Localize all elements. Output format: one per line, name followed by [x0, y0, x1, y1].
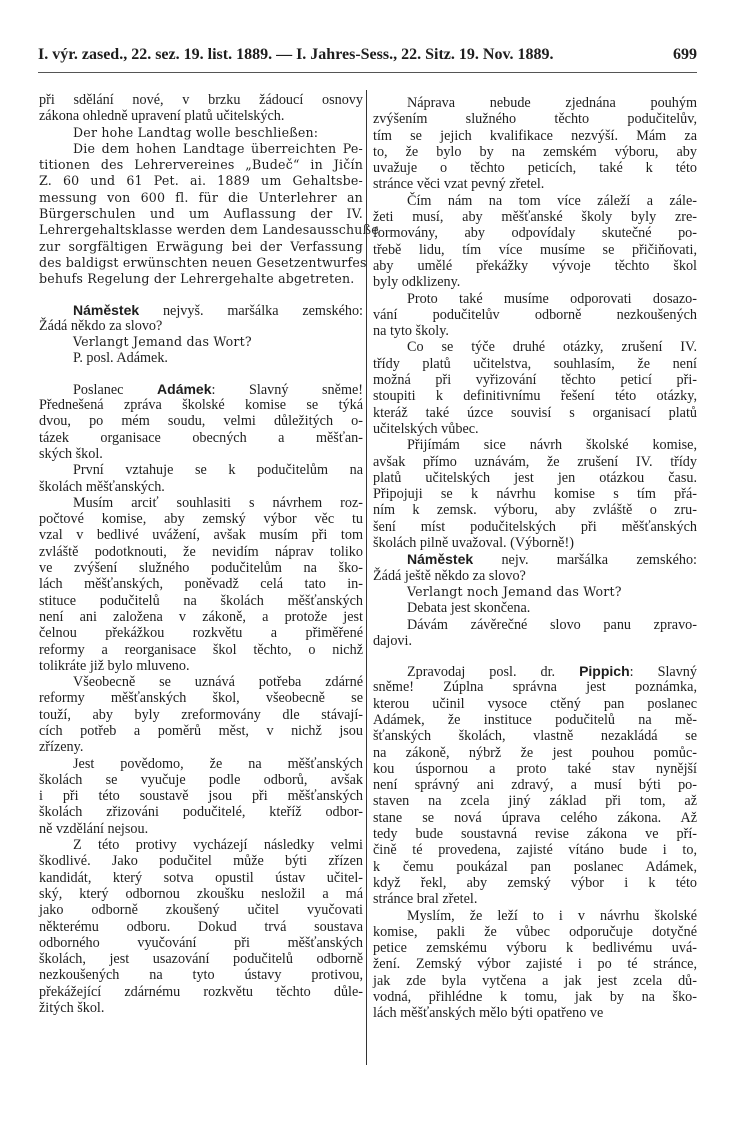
line-text: není správný ani zdravý, a musí býti po- [373, 777, 697, 794]
line-text: tedy bude soustavná revise zákona ve pří- [373, 826, 697, 843]
line-text: Z této protivy vycházejí následky velmi [73, 837, 363, 854]
line-text: jak zde byla vytčena a jak jest zcela dů- [373, 972, 697, 989]
line-text: žeti musí, aby měšťanské školy byly zre- [373, 209, 697, 226]
text-line [373, 437, 697, 453]
paragraph [39, 674, 363, 755]
line-text: staven na zcela jiný základ při tom, až [373, 793, 697, 810]
line-text: platů učitelských jest jen otázkou času. [373, 469, 697, 486]
text-line [373, 111, 697, 127]
text-line [373, 1005, 697, 1021]
line-text: k čemu poukázal pan poslanec Adámek, [373, 858, 697, 875]
line-text: možná při vyřizování těchto peticí při- [373, 372, 697, 389]
paragraph [373, 551, 697, 584]
paragraph [39, 495, 363, 674]
text-line [373, 486, 697, 502]
left-column [39, 92, 379, 1017]
text-line [39, 951, 363, 967]
paragraph [39, 302, 363, 335]
text-line [39, 141, 363, 157]
paragraph-gap [39, 367, 363, 381]
line-text: Verlangt Jemand das Wort? [73, 334, 252, 350]
paragraph [373, 291, 697, 340]
text-line [373, 551, 697, 567]
paragraph [39, 140, 379, 288]
line-text: Lehrergehaltsklasse werden dem Landesausschuße [39, 222, 379, 238]
paragraph [373, 663, 697, 907]
line-text: nejv. maršálka zemského: [473, 552, 697, 569]
paragraph [39, 350, 363, 366]
paragraph [39, 334, 363, 350]
text-line [39, 479, 363, 495]
paragraph [373, 95, 697, 193]
text-line [373, 274, 697, 290]
text-line [373, 728, 697, 744]
line-text: stránce bral zřetel. [373, 891, 478, 908]
line-text: stránce věci vzat pevný zřetel. [373, 176, 545, 193]
line-text: dajovi. [373, 632, 413, 649]
line-text: učitelských vůbec. [373, 420, 479, 437]
paragraph [39, 756, 363, 837]
text-line [373, 663, 697, 679]
line-text: Všeobecně se uznává potřeba zdárné [73, 674, 363, 691]
paragraph [39, 462, 363, 495]
line-text: škodlivé. Jako podučitel může býti zřízen [39, 853, 363, 870]
line-text: lách měšťanských, poněvadž celá tato in- [39, 576, 363, 593]
line-text: Přijímám sice návrh školské komise, [407, 437, 697, 454]
paragraph [373, 193, 697, 291]
text-line [373, 940, 697, 956]
speaker-name: Pippich [579, 663, 630, 680]
line-text: messung von 600 fl. für die Unterlehrer an [39, 189, 363, 205]
text-line [373, 793, 697, 809]
text-line [39, 853, 363, 869]
text-line [39, 658, 363, 674]
line-text: formovány, aby odpovídaly skutečné po- [373, 225, 697, 242]
line-text: na tyto školy. [373, 323, 449, 340]
paragraph [373, 600, 697, 616]
line-text: ský, který odbornou zkoušku nesložil a má [39, 885, 363, 902]
right-column [373, 95, 697, 1022]
text-line [39, 125, 363, 141]
text-line [373, 502, 697, 518]
line-text: čině té provedena, zajisté vítáno bude i to, [373, 842, 697, 859]
line-text: Žádá někdo za slovo? [39, 317, 163, 334]
text-line [39, 190, 363, 206]
speaker-prefix: Zpravodaj posl. dr. [407, 664, 580, 681]
text-line [373, 568, 697, 584]
text-line [39, 446, 363, 462]
text-line [373, 454, 697, 470]
text-line [39, 511, 363, 527]
text-line [39, 593, 363, 609]
line-text: tolikráte již bylo mluveno. [39, 657, 190, 674]
text-line [39, 625, 363, 641]
text-line [373, 891, 697, 907]
line-text: Bürgerschulen und um Auflassung der IV. [39, 206, 363, 222]
text-line [39, 397, 363, 413]
text-line [39, 576, 363, 592]
line-text: titionen des Lehrervereines „Budeč“ in Jičín [39, 157, 363, 173]
paragraph-gap [39, 288, 363, 302]
line-text: šení míst podučitelských při měšťanských [373, 518, 697, 535]
line-text: stituce podučitelů na školách měšťanských [39, 592, 363, 609]
text-line [373, 339, 697, 355]
text-line [373, 388, 697, 404]
line-text: když řekl, aby zemský výbor i k této [373, 874, 697, 891]
line-text: : Slavný sněme! [211, 381, 363, 398]
line-text: na zákoně, nýbrž že jest pouhou pomůc- [373, 744, 697, 761]
text-line [373, 712, 697, 728]
line-text: školách, jest usazování podučitelů odborně [39, 951, 363, 968]
text-line [39, 756, 363, 772]
line-text: uvažuje o těchto peticích, také k této [373, 160, 697, 177]
line-text: des baldigst erwünschten neuen Gesetzentwurfes [39, 254, 367, 270]
text-line [373, 679, 697, 695]
line-text: : Slavný [629, 664, 697, 681]
line-text: Die dem hohen Landtage überreichten Pe- [73, 140, 363, 156]
text-line [373, 291, 697, 307]
line-text: žení. Zemský výbor zajisté i po té stránce, [373, 956, 697, 973]
text-line [373, 225, 697, 241]
paragraph [373, 908, 697, 1022]
text-line [373, 193, 697, 209]
line-text: zvláště podotknouti, že nevidím náprav toliko [39, 543, 363, 560]
speaker-prefix: Poslanec [73, 381, 158, 398]
line-text: při sdělání nové, v brzku žádoucí osnovy [39, 92, 363, 108]
text-line [373, 242, 697, 258]
header-title: I. výr. zased., 22. sez. 19. list. 1889. — I. Jahres-Sess., 22. Sitz. 19. Nov. 1889. [38, 46, 554, 63]
paragraph [373, 437, 697, 551]
line-text: ských škol. [39, 445, 103, 462]
line-text: aby umělé překážky vývoje těchto škol [373, 257, 697, 274]
text-line [39, 837, 363, 853]
text-line [373, 633, 697, 649]
line-text: kandidát, který sotva opustil ústav učitel- [39, 869, 363, 886]
line-text: zvýšením služného těchto podučitelův, [373, 111, 697, 128]
text-line [39, 462, 363, 478]
line-text: jako odborně zkoušený učitel vyučovati [39, 902, 363, 919]
text-line [39, 870, 363, 886]
paragraph [39, 125, 363, 141]
text-line [39, 222, 379, 238]
text-line [373, 470, 697, 486]
text-line [373, 323, 697, 339]
line-text: vodná, přihlédne k tomu, jak by na ško- [373, 989, 697, 1006]
text-line [373, 356, 697, 372]
text-line [39, 271, 363, 287]
line-text: i při této soustavě jsou při měšťanských [39, 788, 363, 805]
text-line [373, 989, 697, 1005]
line-text: čelnou překážkou rozkvětu a přiměřené [39, 625, 363, 642]
line-text: ním k zemsk. výboru, aby zvláště o zru- [373, 502, 697, 519]
line-text: Přednešená zpráva školské komise se týká [39, 397, 363, 414]
line-text: třídy platů učitelstva, souhlasím, že není [373, 355, 697, 372]
line-text: Verlangt noch Jemand das Wort? [407, 583, 622, 599]
text-line [373, 761, 697, 777]
line-text: třebě lidu, tím více musíme se přičiňovati, [373, 241, 697, 258]
text-line [373, 128, 697, 144]
line-text: zákona ohledně upravení platů učitelských. [39, 108, 285, 125]
paragraph [373, 617, 697, 650]
text-line [39, 527, 363, 543]
text-line [39, 302, 363, 318]
text-line [39, 92, 363, 108]
line-text: petice zemskému výboru k bedlivému uvá- [373, 940, 697, 957]
line-text: sněme! Zúplna správna jest poznámka, [373, 679, 697, 696]
text-line [39, 239, 363, 255]
text-line [373, 95, 697, 111]
line-text: Čím nám na tom více záleží a zále- [407, 192, 697, 209]
text-line [39, 919, 363, 935]
line-text: vzal v bedlivé uvážení, avšak musím při tom [39, 527, 363, 544]
line-text: školách měšťanských. [39, 478, 165, 495]
line-text: ně vzdělání nejsou. [39, 820, 149, 837]
text-line [373, 956, 697, 972]
line-text: Dávám závěrečné slovo panu zpravo- [407, 616, 697, 633]
line-text: Žádá ještě někdo za slovo? [373, 567, 526, 584]
line-text: zřízeny. [39, 739, 84, 756]
paragraph [373, 339, 697, 437]
text-line [373, 519, 697, 535]
text-line [373, 160, 697, 176]
text-line [39, 739, 363, 755]
line-text: Der hohe Landtag wolle beschließen: [73, 124, 319, 140]
text-line [39, 173, 363, 189]
text-line [39, 723, 363, 739]
text-line [373, 600, 697, 616]
paragraph [39, 92, 363, 125]
text-line [373, 421, 697, 437]
text-line [39, 772, 363, 788]
line-text: tím se jejich kvalifikace nezvýší. Mám za [373, 127, 697, 144]
text-line [373, 826, 697, 842]
line-text: Připojuji se k návrhu komise s tím přá- [373, 486, 697, 503]
text-line [373, 924, 697, 940]
line-text: reformy měšťanských škol, všeobecně se [39, 690, 363, 707]
text-line [39, 1000, 363, 1016]
text-line [373, 908, 697, 924]
line-text: žitých škol. [39, 1000, 105, 1017]
running-header [38, 46, 697, 68]
line-text: Náprava nebude zjednána pouhým [407, 95, 697, 111]
line-text: školách se vyučuje podle odborů, avšak [39, 771, 363, 788]
line-text: Co se týče druhé otázky, zrušení IV. [407, 339, 697, 356]
text-line [39, 642, 363, 658]
text-line [373, 176, 697, 192]
text-line [373, 842, 697, 858]
line-text: překážející zdárnému rozkvětu těchto důle- [39, 983, 363, 1000]
text-line [39, 886, 363, 902]
line-text: cích potřeb a poměrů měst, v nichž jsou [39, 722, 363, 739]
text-line [39, 609, 363, 625]
line-text: Adámek, že instituce podučitelů na mě- [373, 711, 697, 728]
paragraph [39, 837, 363, 1016]
line-text: zur sorgfältigen Erwägung bei der Verfassung [39, 238, 363, 254]
text-line [39, 381, 363, 397]
text-line [39, 254, 367, 271]
text-line [39, 935, 363, 951]
speaker-name: Náměstek [73, 301, 140, 318]
line-text: První vztahuje se k podučitelům na [73, 462, 363, 479]
text-line [39, 707, 363, 723]
line-text: kteráž také úzce souvisí s organisací platů [373, 404, 697, 421]
speaker-name: Náměstek [407, 551, 474, 568]
text-line [39, 413, 363, 429]
line-text: Proto také musíme odporovati dosazo- [407, 290, 697, 307]
line-text: lách měšťanských mělo býti opatřeno ve [373, 1005, 604, 1022]
line-text: odborného vyučování při měšťanských [39, 934, 363, 951]
text-line [39, 350, 363, 366]
text-line [39, 430, 363, 446]
line-text: Myslím, že leží to i v návrhu školské [407, 907, 697, 924]
line-text: nezkoušených na tyto ústavy protivou, [39, 967, 363, 984]
line-text: kterou učinil vysoce ctěný pan poslanec [373, 695, 697, 712]
text-line [39, 206, 363, 222]
line-text: avšak přímo uznávám, že zrušení IV. třídy [373, 453, 697, 470]
paragraph [39, 381, 363, 462]
header-rule [38, 72, 697, 73]
text-line [373, 307, 697, 323]
line-text: ve zvýšení služného podučitelům na ško- [39, 560, 363, 577]
line-text: tázek organisace obecných a měšťan- [39, 429, 363, 446]
text-line [373, 745, 697, 761]
text-line [39, 157, 363, 173]
text-line [373, 144, 697, 160]
line-text: školách zřizováni podučitelé, kteříž odbor- [39, 804, 363, 821]
text-line [39, 334, 363, 350]
speaker-name: Adámek [157, 380, 212, 397]
line-text: Musím arciť souhlasiti s návrhem roz- [73, 494, 363, 511]
text-line [39, 804, 363, 820]
text-line [39, 318, 363, 334]
line-text: stoupiti k definitivnímu řešení této otázky, [373, 388, 697, 405]
text-line [39, 902, 363, 918]
line-text: vání podučitelův odborně nezkoušených [373, 306, 697, 323]
line-text: počtové komise, aby zemský výbor věc tu [39, 511, 363, 528]
text-line [373, 875, 697, 891]
text-line [39, 788, 363, 804]
text-line [39, 108, 363, 124]
page-number: 699 [673, 46, 697, 63]
text-line [373, 973, 697, 989]
text-line [373, 696, 697, 712]
line-text: behufs Regelung der Lehrergehalte abgetreten. [39, 271, 355, 287]
line-text: reformy a reorganisace škol těchto, o nichž [39, 641, 363, 658]
text-line [39, 560, 363, 576]
line-text: komise, pakli že vůbec odporučuje dotyčné [373, 923, 697, 940]
text-line [39, 544, 363, 560]
line-text: to, že bylo by na zemském výboru, aby [373, 143, 697, 160]
text-line [373, 258, 697, 274]
line-text: Jest povědomo, že na měšťanských [73, 755, 363, 772]
line-text: kou úspornou a proto také stav nynější [373, 760, 697, 777]
line-text: není ani založena v zákoně, a protože jest [39, 608, 363, 625]
line-text: P. posl. Adámek. [73, 350, 168, 367]
text-line [39, 495, 363, 511]
line-text: Debata jest skončena. [407, 600, 531, 617]
text-line [39, 674, 363, 690]
line-text: nejvyš. maršálka zemského: [139, 302, 363, 319]
line-text: byly odklizeny. [373, 274, 461, 291]
text-line [373, 584, 697, 600]
text-line [373, 209, 697, 225]
line-text: některému odboru. Dokud trvá soustava [39, 918, 363, 935]
paragraph-gap [373, 649, 697, 663]
text-line [39, 821, 363, 837]
text-line [39, 967, 363, 983]
line-text: stane se nová úprava celého zákona. Až [373, 809, 697, 826]
text-line [39, 984, 363, 1000]
text-line [373, 810, 697, 826]
text-line [373, 777, 697, 793]
line-text: Z. 60 und 61 Pet. ai. 1889 um Gehaltsbe- [39, 173, 363, 189]
paragraph [373, 584, 697, 600]
text-line [373, 535, 697, 551]
line-text: dvou, po mém soudu, velmi důležitých o- [39, 413, 363, 430]
text-line [373, 617, 697, 633]
line-text: školách pilně uvažoval. (Výborně!) [373, 535, 574, 552]
line-text: touží, aby byly zreformovány dle stávají- [39, 706, 363, 723]
text-line [373, 405, 697, 421]
text-line [39, 690, 363, 706]
text-line [373, 372, 697, 388]
text-line [373, 859, 697, 875]
line-text: šťanských školách, vlastně nezakládá se [373, 728, 697, 745]
